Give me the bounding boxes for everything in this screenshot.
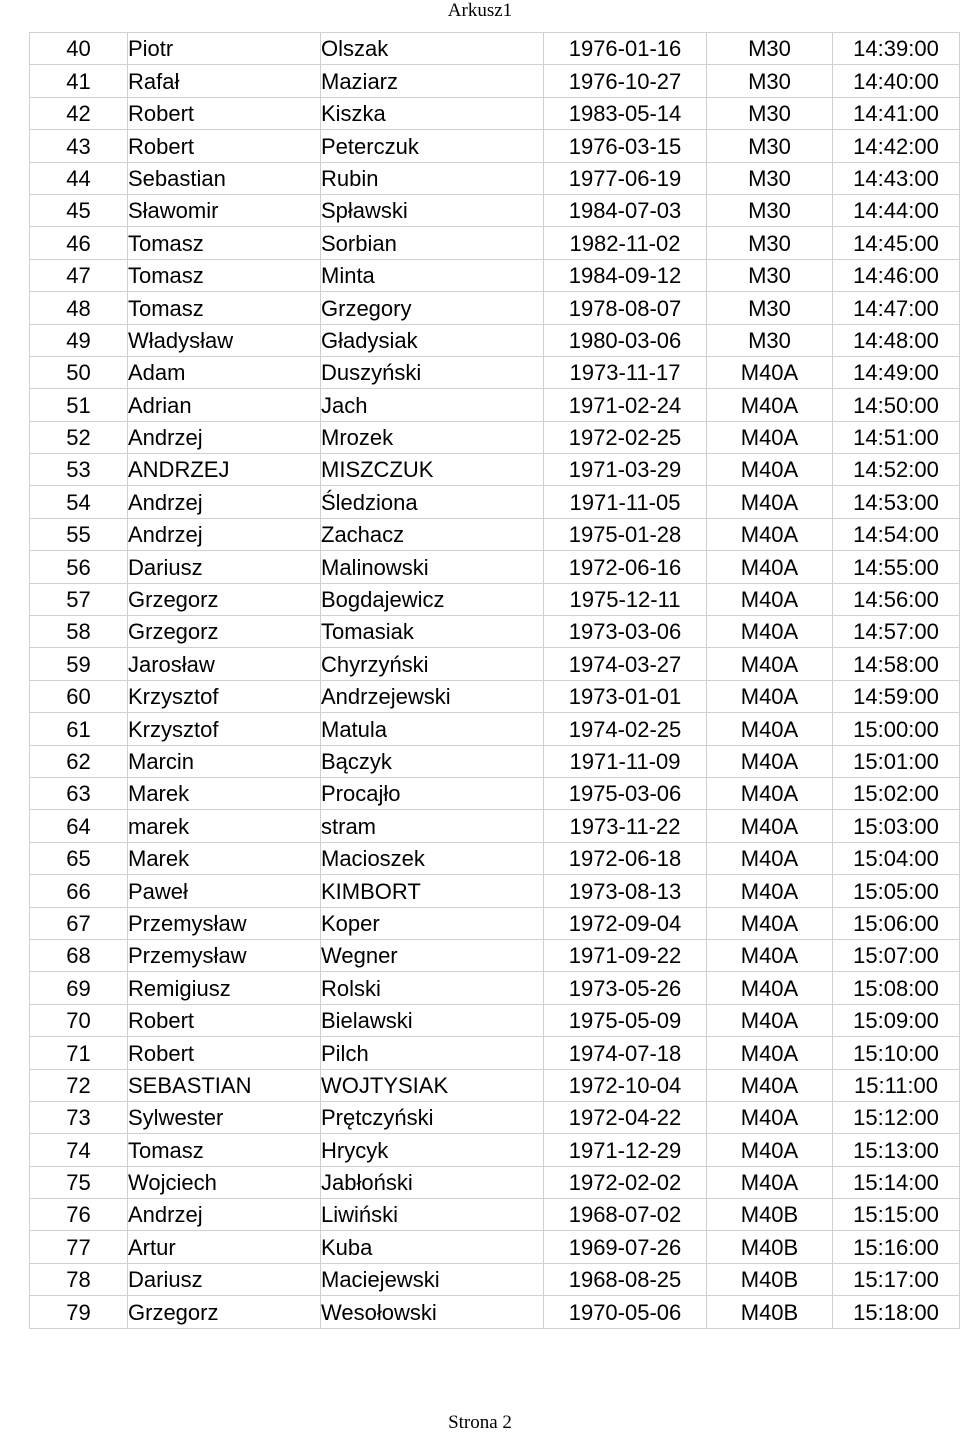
cell-number: 53 [30, 454, 128, 486]
cell-birth-date: 1978-08-07 [544, 292, 707, 324]
cell-number: 48 [30, 292, 128, 324]
cell-start-time: 15:12:00 [833, 1101, 960, 1133]
cell-birth-date: 1972-10-04 [544, 1069, 707, 1101]
cell-category: M30 [707, 97, 833, 129]
cell-birth-date: 1975-12-11 [544, 583, 707, 615]
cell-category: M40B [707, 1263, 833, 1295]
table-row [30, 583, 960, 615]
cell-last-name: Wegner [321, 939, 544, 971]
cell-first-name: Piotr [128, 33, 321, 65]
table-row [30, 33, 960, 65]
cell-number: 63 [30, 777, 128, 809]
cell-category: M40B [707, 1231, 833, 1263]
cell-last-name: Matula [321, 713, 544, 745]
cell-start-time: 15:00:00 [833, 713, 960, 745]
cell-start-time: 15:06:00 [833, 907, 960, 939]
cell-start-time: 14:46:00 [833, 259, 960, 291]
cell-number: 62 [30, 745, 128, 777]
cell-birth-date: 1971-11-05 [544, 486, 707, 518]
cell-last-name: stram [321, 810, 544, 842]
cell-first-name: Grzegorz [128, 583, 321, 615]
table-row [30, 259, 960, 291]
cell-number: 52 [30, 421, 128, 453]
cell-start-time: 15:01:00 [833, 745, 960, 777]
cell-first-name: Władysław [128, 324, 321, 356]
cell-birth-date: 1971-03-29 [544, 454, 707, 486]
cell-start-time: 14:49:00 [833, 356, 960, 388]
cell-last-name: Jach [321, 389, 544, 421]
cell-birth-date: 1968-07-02 [544, 1199, 707, 1231]
cell-birth-date: 1974-02-25 [544, 713, 707, 745]
cell-start-time: 15:16:00 [833, 1231, 960, 1263]
cell-first-name: Robert [128, 130, 321, 162]
cell-category: M30 [707, 259, 833, 291]
cell-category: M30 [707, 292, 833, 324]
cell-last-name: Duszyński [321, 356, 544, 388]
cell-first-name: Dariusz [128, 551, 321, 583]
cell-birth-date: 1971-11-09 [544, 745, 707, 777]
cell-category: M40A [707, 518, 833, 550]
cell-last-name: Koper [321, 907, 544, 939]
cell-birth-date: 1973-05-26 [544, 972, 707, 1004]
cell-number: 65 [30, 842, 128, 874]
cell-birth-date: 1976-03-15 [544, 130, 707, 162]
cell-number: 57 [30, 583, 128, 615]
cell-number: 70 [30, 1004, 128, 1036]
cell-category: M40A [707, 1101, 833, 1133]
cell-start-time: 14:52:00 [833, 454, 960, 486]
table-row [30, 777, 960, 809]
cell-number: 51 [30, 389, 128, 421]
table-row [30, 162, 960, 194]
table-row [30, 972, 960, 1004]
cell-number: 50 [30, 356, 128, 388]
table-row [30, 810, 960, 842]
cell-start-time: 14:47:00 [833, 292, 960, 324]
cell-first-name: Paweł [128, 875, 321, 907]
table-row [30, 1134, 960, 1166]
cell-birth-date: 1980-03-06 [544, 324, 707, 356]
cell-birth-date: 1970-05-06 [544, 1296, 707, 1328]
cell-start-time: 15:15:00 [833, 1199, 960, 1231]
sheet-title: Arkusz1 [447, 0, 513, 21]
cell-last-name: Macioszek [321, 842, 544, 874]
cell-first-name: Robert [128, 1004, 321, 1036]
cell-first-name: Grzegorz [128, 1296, 321, 1328]
cell-last-name: Peterczuk [321, 130, 544, 162]
cell-category: M40A [707, 583, 833, 615]
cell-category: M40A [707, 745, 833, 777]
cell-start-time: 15:18:00 [833, 1296, 960, 1328]
cell-start-time: 14:59:00 [833, 680, 960, 712]
cell-number: 79 [30, 1296, 128, 1328]
cell-last-name: Kuba [321, 1231, 544, 1263]
cell-number: 43 [30, 130, 128, 162]
cell-birth-date: 1973-01-01 [544, 680, 707, 712]
cell-number: 45 [30, 194, 128, 226]
cell-first-name: Wojciech [128, 1166, 321, 1198]
cell-number: 71 [30, 1037, 128, 1069]
cell-first-name: Sylwester [128, 1101, 321, 1133]
table-row [30, 356, 960, 388]
cell-start-time: 15:09:00 [833, 1004, 960, 1036]
cell-number: 73 [30, 1101, 128, 1133]
cell-birth-date: 1984-09-12 [544, 259, 707, 291]
cell-start-time: 14:51:00 [833, 421, 960, 453]
cell-number: 55 [30, 518, 128, 550]
cell-number: 74 [30, 1134, 128, 1166]
cell-category: M30 [707, 130, 833, 162]
cell-number: 40 [30, 33, 128, 65]
cell-birth-date: 1972-09-04 [544, 907, 707, 939]
cell-last-name: Rubin [321, 162, 544, 194]
cell-birth-date: 1971-09-22 [544, 939, 707, 971]
cell-last-name: Andrzejewski [321, 680, 544, 712]
cell-last-name: Wesołowski [321, 1296, 544, 1328]
cell-first-name: Andrzej [128, 1199, 321, 1231]
cell-birth-date: 1976-01-16 [544, 33, 707, 65]
cell-category: M40B [707, 1199, 833, 1231]
cell-number: 56 [30, 551, 128, 583]
table-row [30, 551, 960, 583]
cell-number: 76 [30, 1199, 128, 1231]
cell-birth-date: 1972-06-16 [544, 551, 707, 583]
table-row [30, 130, 960, 162]
cell-birth-date: 1976-10-27 [544, 65, 707, 97]
table-row [30, 1004, 960, 1036]
cell-category: M30 [707, 194, 833, 226]
cell-start-time: 14:57:00 [833, 616, 960, 648]
cell-start-time: 14:41:00 [833, 97, 960, 129]
cell-birth-date: 1969-07-26 [544, 1231, 707, 1263]
cell-category: M40A [707, 486, 833, 518]
cell-number: 66 [30, 875, 128, 907]
cell-first-name: Artur [128, 1231, 321, 1263]
cell-category: M40A [707, 939, 833, 971]
cell-start-time: 15:11:00 [833, 1069, 960, 1101]
cell-start-time: 15:07:00 [833, 939, 960, 971]
cell-number: 61 [30, 713, 128, 745]
cell-first-name: Tomasz [128, 259, 321, 291]
cell-birth-date: 1982-11-02 [544, 227, 707, 259]
cell-start-time: 15:17:00 [833, 1263, 960, 1295]
table-row [30, 389, 960, 421]
cell-category: M40A [707, 616, 833, 648]
cell-start-time: 15:10:00 [833, 1037, 960, 1069]
cell-start-time: 14:43:00 [833, 162, 960, 194]
table-row [30, 65, 960, 97]
cell-category: M40A [707, 907, 833, 939]
cell-last-name: Jabłoński [321, 1166, 544, 1198]
table-row [30, 842, 960, 874]
cell-category: M40A [707, 551, 833, 583]
cell-birth-date: 1975-03-06 [544, 777, 707, 809]
cell-last-name: WOJTYSIAK [321, 1069, 544, 1101]
cell-last-name: Tomasiak [321, 616, 544, 648]
cell-last-name: Maciejewski [321, 1263, 544, 1295]
cell-last-name: Bączyk [321, 745, 544, 777]
table-row [30, 454, 960, 486]
cell-last-name: Prętczyński [321, 1101, 544, 1133]
cell-number: 77 [30, 1231, 128, 1263]
cell-category: M40A [707, 680, 833, 712]
cell-last-name: Olszak [321, 33, 544, 65]
cell-first-name: Robert [128, 1037, 321, 1069]
cell-last-name: Minta [321, 259, 544, 291]
cell-first-name: SEBASTIAN [128, 1069, 321, 1101]
cell-start-time: 15:02:00 [833, 777, 960, 809]
cell-number: 60 [30, 680, 128, 712]
cell-first-name: Tomasz [128, 227, 321, 259]
cell-last-name: Procajło [321, 777, 544, 809]
cell-number: 47 [30, 259, 128, 291]
cell-birth-date: 1971-02-24 [544, 389, 707, 421]
cell-number: 64 [30, 810, 128, 842]
cell-first-name: Marek [128, 842, 321, 874]
cell-first-name: Andrzej [128, 421, 321, 453]
cell-birth-date: 1974-03-27 [544, 648, 707, 680]
cell-number: 69 [30, 972, 128, 1004]
table-row [30, 1263, 960, 1295]
cell-number: 58 [30, 616, 128, 648]
cell-number: 44 [30, 162, 128, 194]
cell-last-name: KIMBORT [321, 875, 544, 907]
table-row [30, 324, 960, 356]
results-table-body [30, 33, 960, 1329]
cell-start-time: 14:58:00 [833, 648, 960, 680]
cell-birth-date: 1975-01-28 [544, 518, 707, 550]
cell-birth-date: 1973-11-22 [544, 810, 707, 842]
cell-category: M40A [707, 972, 833, 1004]
cell-first-name: marek [128, 810, 321, 842]
cell-birth-date: 1972-04-22 [544, 1101, 707, 1133]
results-table [29, 32, 960, 1329]
cell-first-name: Tomasz [128, 1134, 321, 1166]
table-row [30, 713, 960, 745]
cell-start-time: 14:50:00 [833, 389, 960, 421]
cell-first-name: Andrzej [128, 518, 321, 550]
cell-last-name: Chyrzyński [321, 648, 544, 680]
cell-start-time: 15:03:00 [833, 810, 960, 842]
table-row [30, 680, 960, 712]
cell-birth-date: 1972-02-25 [544, 421, 707, 453]
cell-birth-date: 1973-08-13 [544, 875, 707, 907]
table-row [30, 194, 960, 226]
cell-start-time: 14:55:00 [833, 551, 960, 583]
cell-start-time: 15:05:00 [833, 875, 960, 907]
cell-birth-date: 1971-12-29 [544, 1134, 707, 1166]
cell-first-name: Rafał [128, 65, 321, 97]
cell-start-time: 15:08:00 [833, 972, 960, 1004]
cell-start-time: 14:40:00 [833, 65, 960, 97]
cell-category: M40A [707, 810, 833, 842]
cell-start-time: 14:56:00 [833, 583, 960, 615]
table-row [30, 1199, 960, 1231]
table-row [30, 1037, 960, 1069]
cell-first-name: Adam [128, 356, 321, 388]
cell-category: M40A [707, 842, 833, 874]
table-row [30, 939, 960, 971]
cell-start-time: 15:13:00 [833, 1134, 960, 1166]
cell-last-name: Bielawski [321, 1004, 544, 1036]
cell-number: 41 [30, 65, 128, 97]
cell-first-name: Przemysław [128, 907, 321, 939]
cell-last-name: Bogdajewicz [321, 583, 544, 615]
cell-first-name: Robert [128, 97, 321, 129]
table-row [30, 421, 960, 453]
table-row [30, 1166, 960, 1198]
cell-category: M40A [707, 648, 833, 680]
cell-category: M30 [707, 324, 833, 356]
cell-category: M40A [707, 356, 833, 388]
cell-first-name: Sławomir [128, 194, 321, 226]
cell-number: 59 [30, 648, 128, 680]
cell-last-name: Mrozek [321, 421, 544, 453]
cell-start-time: 14:39:00 [833, 33, 960, 65]
cell-last-name: MISZCZUK [321, 454, 544, 486]
page-number: Strona 2 [448, 1412, 512, 1433]
cell-first-name: Sebastian [128, 162, 321, 194]
cell-category: M40A [707, 713, 833, 745]
cell-first-name: Przemysław [128, 939, 321, 971]
cell-start-time: 14:48:00 [833, 324, 960, 356]
cell-first-name: Marek [128, 777, 321, 809]
cell-start-time: 14:53:00 [833, 486, 960, 518]
cell-last-name: Sorbian [321, 227, 544, 259]
cell-number: 49 [30, 324, 128, 356]
cell-first-name: Krzysztof [128, 713, 321, 745]
cell-birth-date: 1975-05-09 [544, 1004, 707, 1036]
table-row [30, 97, 960, 129]
cell-last-name: Malinowski [321, 551, 544, 583]
cell-category: M40A [707, 389, 833, 421]
cell-first-name: Krzysztof [128, 680, 321, 712]
cell-birth-date: 1974-07-18 [544, 1037, 707, 1069]
cell-birth-date: 1968-08-25 [544, 1263, 707, 1295]
cell-last-name: Grzegory [321, 292, 544, 324]
cell-birth-date: 1973-11-17 [544, 356, 707, 388]
cell-last-name: Rolski [321, 972, 544, 1004]
table-row [30, 292, 960, 324]
cell-birth-date: 1972-06-18 [544, 842, 707, 874]
cell-category: M40A [707, 1004, 833, 1036]
cell-number: 75 [30, 1166, 128, 1198]
cell-number: 46 [30, 227, 128, 259]
cell-category: M40A [707, 1166, 833, 1198]
cell-first-name: Tomasz [128, 292, 321, 324]
table-row [30, 616, 960, 648]
cell-category: M40A [707, 1069, 833, 1101]
table-row [30, 907, 960, 939]
table-row [30, 875, 960, 907]
cell-category: M30 [707, 33, 833, 65]
table-row [30, 1231, 960, 1263]
cell-birth-date: 1984-07-03 [544, 194, 707, 226]
cell-first-name: Remigiusz [128, 972, 321, 1004]
cell-category: M40A [707, 1037, 833, 1069]
cell-category: M40A [707, 875, 833, 907]
cell-start-time: 14:45:00 [833, 227, 960, 259]
cell-start-time: 15:14:00 [833, 1166, 960, 1198]
cell-category: M40A [707, 421, 833, 453]
table-row [30, 1069, 960, 1101]
cell-birth-date: 1977-06-19 [544, 162, 707, 194]
cell-category: M30 [707, 65, 833, 97]
cell-category: M40A [707, 454, 833, 486]
table-row [30, 1101, 960, 1133]
cell-first-name: ANDRZEJ [128, 454, 321, 486]
cell-number: 68 [30, 939, 128, 971]
cell-category: M40A [707, 777, 833, 809]
cell-last-name: Pilch [321, 1037, 544, 1069]
cell-last-name: Hrycyk [321, 1134, 544, 1166]
cell-number: 72 [30, 1069, 128, 1101]
cell-category: M30 [707, 227, 833, 259]
cell-last-name: Gładysiak [321, 324, 544, 356]
cell-last-name: Maziarz [321, 65, 544, 97]
cell-category: M40A [707, 1134, 833, 1166]
cell-first-name: Adrian [128, 389, 321, 421]
cell-last-name: Kiszka [321, 97, 544, 129]
cell-start-time: 14:54:00 [833, 518, 960, 550]
table-row [30, 227, 960, 259]
cell-number: 78 [30, 1263, 128, 1295]
cell-birth-date: 1972-02-02 [544, 1166, 707, 1198]
cell-last-name: Liwiński [321, 1199, 544, 1231]
cell-first-name: Andrzej [128, 486, 321, 518]
cell-birth-date: 1983-05-14 [544, 97, 707, 129]
cell-start-time: 14:44:00 [833, 194, 960, 226]
cell-number: 42 [30, 97, 128, 129]
cell-first-name: Marcin [128, 745, 321, 777]
table-row [30, 486, 960, 518]
table-row [30, 648, 960, 680]
table-row [30, 518, 960, 550]
cell-last-name: Spławski [321, 194, 544, 226]
cell-last-name: Śledziona [321, 486, 544, 518]
cell-category: M30 [707, 162, 833, 194]
cell-birth-date: 1973-03-06 [544, 616, 707, 648]
cell-category: M40B [707, 1296, 833, 1328]
cell-first-name: Jarosław [128, 648, 321, 680]
table-row [30, 745, 960, 777]
cell-number: 54 [30, 486, 128, 518]
cell-first-name: Dariusz [128, 1263, 321, 1295]
cell-start-time: 15:04:00 [833, 842, 960, 874]
cell-number: 67 [30, 907, 128, 939]
cell-start-time: 14:42:00 [833, 130, 960, 162]
cell-first-name: Grzegorz [128, 616, 321, 648]
table-row [30, 1296, 960, 1328]
cell-last-name: Zachacz [321, 518, 544, 550]
